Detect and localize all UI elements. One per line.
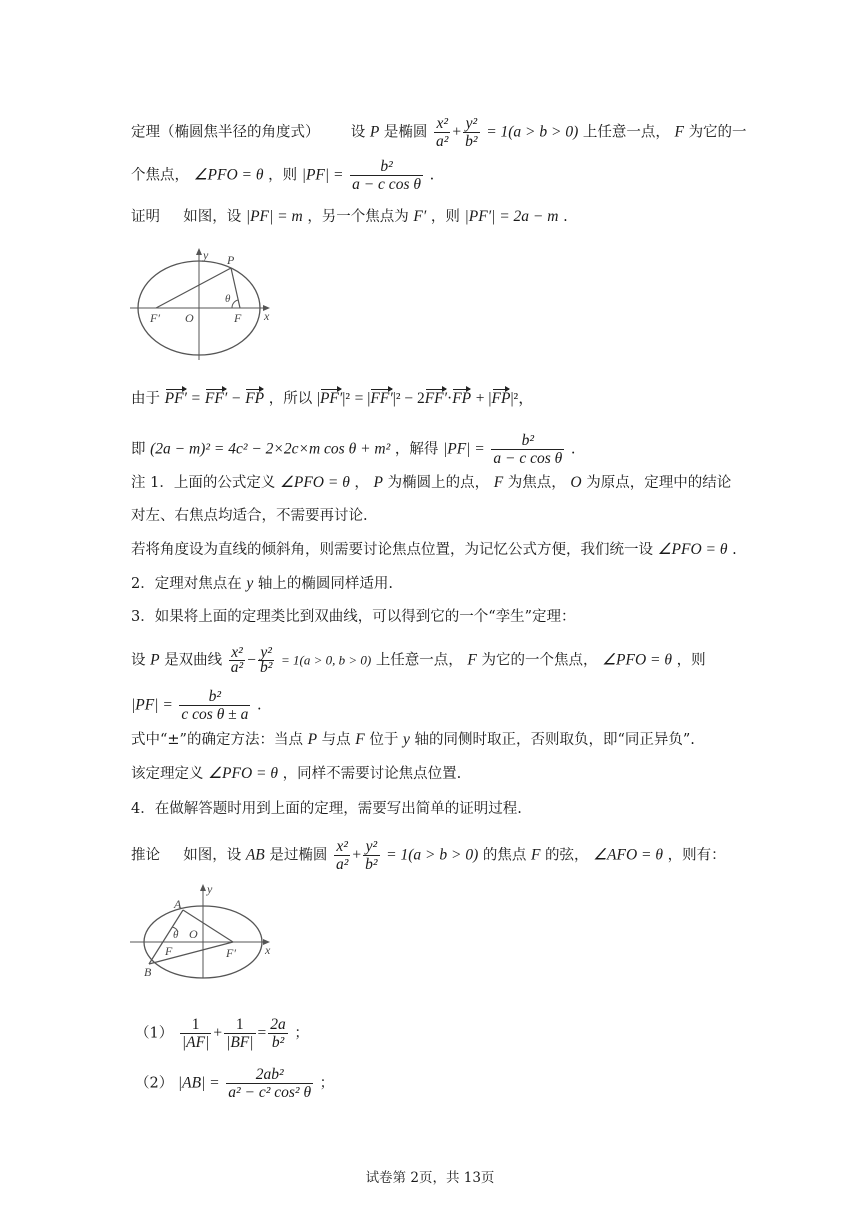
text: 与点	[321, 732, 351, 748]
text: 轴上的椭圆同样适用.	[257, 576, 393, 592]
text: 如图，设	[183, 209, 242, 225]
fraction-x2-a2: $\frac{\text{x²}}{\text{a²}}$	[436, 115, 449, 150]
text: ，则有：	[667, 847, 726, 864]
label-F: F	[234, 311, 242, 325]
var-P: P	[150, 651, 160, 669]
label-B: B	[144, 965, 152, 979]
text: +	[213, 1024, 223, 1042]
label-A: A	[174, 897, 182, 911]
var-P: P	[307, 731, 318, 748]
text: .	[570, 441, 576, 458]
text: 为椭圆上的点，	[387, 475, 490, 491]
angle-def: ∠AFO = θ	[593, 846, 663, 864]
var-O: O	[570, 474, 582, 491]
text: 位于	[369, 732, 399, 748]
text: ；	[294, 1025, 309, 1042]
var-F: F	[355, 731, 365, 748]
text: 为原点，定理中的结论	[586, 475, 732, 491]
pf-lhs: |PF| =	[131, 696, 173, 714]
text: 式中“±”的确定方法：当点	[131, 732, 303, 748]
text: 是椭圆	[383, 124, 428, 141]
hyperbola-condition: = 1(a > 0, b > 0)	[280, 652, 372, 668]
label-F: F	[165, 944, 173, 958]
label-y: y	[207, 882, 213, 896]
ellipse-condition: = 1(a > b > 0)	[486, 123, 579, 141]
text: 的焦点	[482, 847, 527, 864]
note-1-line-3	[131, 539, 737, 561]
text: 即	[131, 441, 146, 458]
label-P: P	[227, 253, 235, 267]
text: ，解得	[394, 441, 439, 458]
label-theta: θ	[225, 293, 231, 305]
text: 是双曲线	[164, 652, 223, 669]
text: |² − 2	[392, 390, 425, 407]
ellipse-figure-2	[128, 880, 280, 980]
text: 设	[350, 124, 366, 141]
text: 上任意一点，	[582, 124, 670, 141]
text: .	[429, 167, 435, 184]
var-F: F	[467, 651, 477, 669]
vec-FFprime-2: FF′	[370, 388, 392, 410]
vec-FP-2: FP	[452, 388, 471, 410]
label-theta: θ	[173, 929, 179, 941]
fraction-1-af: $\frac{1}{|AF|}$	[181, 1016, 210, 1051]
text: 的弦，	[545, 847, 589, 864]
text: ，则	[430, 209, 460, 225]
ellipse-figure-1	[128, 246, 280, 362]
var-y: y	[402, 731, 410, 748]
var-P: P	[369, 123, 380, 141]
fraction-y2-b2: $\frac{\text{y²}}{\text{b²}}$	[365, 838, 378, 873]
text: ·	[447, 390, 453, 407]
angle-def: ∠PFO = θ	[193, 166, 264, 184]
segment-Fp-P	[156, 268, 231, 308]
text: 2．定理对焦点在	[131, 576, 242, 592]
pf-lhs: |PF| =	[442, 440, 485, 458]
text: ，则	[676, 652, 706, 669]
ellipse-condition: = 1(a > b > 0)	[386, 846, 479, 864]
var-AB: AB	[245, 846, 265, 864]
var-F: F	[493, 474, 504, 491]
text: 对左、右焦点均适合，不需要再讨论.	[131, 508, 368, 524]
text: 轴的同侧时取正，否则取负，即“同正异负”.	[414, 732, 695, 748]
note-1-line-2	[131, 505, 368, 527]
label-Fprime: F′	[226, 946, 236, 960]
text: 若将角度设为直线的倾斜角，则需要讨论焦点位置，为记忆公式方便，我们统一设	[131, 542, 653, 558]
text: 4．在做解答题时用到上面的定理，需要写出简单的证明过程.	[131, 801, 522, 817]
segment-B-Fprime	[149, 942, 233, 964]
fraction-x2-a2: $\frac{\text{x²}}{\text{a²}}$	[335, 838, 349, 873]
text: .	[732, 542, 737, 558]
fraction-ab: $\frac{\text{2ab²}}{\text{a² − c² cos² θ}}$	[228, 1066, 312, 1101]
text: 为焦点，	[507, 475, 566, 491]
text: ，所以	[268, 391, 313, 407]
item-number: （1）	[135, 1025, 174, 1042]
text: =	[191, 390, 201, 407]
text: ，	[354, 475, 369, 491]
ab-lhs: |AB| =	[177, 1074, 220, 1092]
result-2	[135, 1066, 334, 1101]
note-3	[131, 606, 576, 628]
text: ，同样不需要讨论焦点位置.	[282, 766, 462, 782]
note-2	[131, 573, 393, 595]
text: 该定理定义	[131, 766, 204, 782]
note-1-line-1	[131, 472, 731, 494]
text: .	[256, 697, 262, 714]
text: + |	[475, 390, 492, 407]
fraction-y2-b2: $\frac{\text{y²}}{\text{b²}}$	[259, 644, 273, 676]
label-O: O	[189, 927, 198, 941]
label-x: x	[265, 943, 271, 957]
text: 设	[131, 652, 146, 669]
since-line: 由于 PF′ = FF′ − FP ，所以 |PF′|² = |FF′|² − 2FF′·FP + |FP|²，	[131, 388, 534, 410]
proof-line	[131, 206, 568, 228]
text: 个焦点，	[131, 167, 189, 184]
proof-label: 证明	[131, 209, 160, 225]
text: = |	[354, 390, 371, 407]
note-3-sign-rule	[131, 729, 695, 751]
angle-def: ∠PFO = θ	[602, 651, 672, 669]
vec-PFprime-2: PF′	[320, 388, 342, 410]
angle-arc	[232, 300, 238, 308]
vec-FP: FP	[245, 388, 264, 410]
text: ，则	[268, 167, 298, 184]
y-arrow	[200, 884, 206, 891]
result-1	[135, 1016, 309, 1051]
y-arrow	[196, 248, 202, 255]
vec-FP-3: FP	[492, 388, 511, 410]
var-Fprime: F′	[413, 208, 427, 225]
label-x: x	[264, 309, 270, 323]
text: 由于	[131, 391, 160, 407]
text: −	[231, 390, 241, 407]
corollary-label: 推论	[131, 847, 160, 864]
eq-pfprime: |PF′| = 2a − m	[464, 208, 559, 225]
text: |²，	[510, 390, 534, 407]
theorem-title: 定理（椭圆焦半径的角度式）	[131, 124, 320, 141]
angle-def: ∠PFO = θ	[279, 474, 350, 491]
eq-pf-m: |PF| = m	[245, 208, 303, 225]
corollary-line: 推论 如图，设 AB 是过椭圆 $\frac{\text{x²}}{\text{a²}}$ + $\frac{\text{y²}}{\text{b²}}$ = 1(a > b > 0) 的焦点 F 的弦， ∠AFO = θ ，则有：	[131, 838, 726, 873]
label-y: y	[203, 248, 209, 262]
var-y: y	[246, 575, 254, 592]
angle-def: ∠PFO = θ	[208, 765, 278, 782]
text: 注 1．上面的公式定义	[131, 475, 276, 491]
vec-FFprime: FF′	[205, 388, 227, 410]
fraction-1-bf: $\frac{1}{|BF|}$	[226, 1016, 254, 1051]
label-Fprime: F′	[150, 311, 160, 325]
theorem-line-1: 定理（椭圆焦半径的角度式） 设 P 是椭圆 $\frac{\text{x²}}{\text{a²}}$ + $\frac{\text{y²}}{\text{b²}}$ = 1(a > b > 0) 上任意一点， F 为它的一	[131, 115, 747, 150]
fraction-hyperbola-pf: $\frac{\text{b²}}{\text{c cos θ ± a}}$	[181, 688, 249, 723]
segment-F-P	[231, 268, 240, 308]
text: 为它的一个焦点，	[481, 652, 598, 669]
note-4	[131, 798, 522, 820]
pf-lhs: |PF| =	[301, 166, 344, 184]
theorem-line-2	[131, 158, 434, 193]
text: ；	[319, 1075, 335, 1092]
label-O: O	[185, 311, 194, 325]
equation-line	[131, 432, 575, 467]
text: 是过椭圆	[269, 847, 328, 864]
fraction-pf: $\frac{\text{b²}}{\text{a − c cos θ}}$	[352, 158, 421, 193]
vec-FFprime-3: FF′	[425, 388, 447, 410]
var-F: F	[674, 123, 684, 141]
text: .	[563, 209, 568, 225]
note-3-hyperbola: 设 P 是双曲线 $\frac{\text{x²}}{\text{a²}}$ − $\frac{\text{y²}}{\text{b²}}$ = 1(a > 0, b > 0) 上任意一点， F 为它的一个焦点， ∠PFO = θ ，则	[131, 644, 706, 676]
text: 如图，设	[183, 847, 242, 864]
text: 上任意一点，	[375, 652, 463, 669]
fraction-pf-result: $\frac{\text{b²}}{\text{a − c cos θ}}$	[493, 432, 563, 467]
text: 3．如果将上面的定理类比到双曲线，可以得到它的一个“孪生”定理：	[131, 609, 576, 625]
vec-PFprime: PF′	[165, 388, 187, 410]
note-3-formula	[131, 688, 262, 723]
fraction-y2-b2: $\frac{\text{y²}}{\text{b²}}$	[465, 115, 478, 150]
fraction-x2-a2: $\frac{\text{x²}}{\text{a²}}$	[230, 644, 244, 676]
text: 为它的一	[688, 124, 747, 141]
fraction-2a-b2: $\frac{2a}{\text{b²}}$	[270, 1016, 286, 1051]
var-P: P	[373, 474, 383, 491]
angle-def: ∠PFO = θ	[657, 541, 728, 558]
note-3-definition	[131, 763, 461, 785]
item-number: （2）	[135, 1075, 174, 1092]
main-equation: (2a − m)² = 4c² − 2×2c×m cos θ + m²	[150, 440, 391, 458]
var-F: F	[530, 846, 541, 864]
text: =	[257, 1024, 267, 1042]
text: ，另一个焦点为	[307, 209, 409, 225]
page-footer: 试卷第 2页，共 13页	[365, 1170, 495, 1186]
